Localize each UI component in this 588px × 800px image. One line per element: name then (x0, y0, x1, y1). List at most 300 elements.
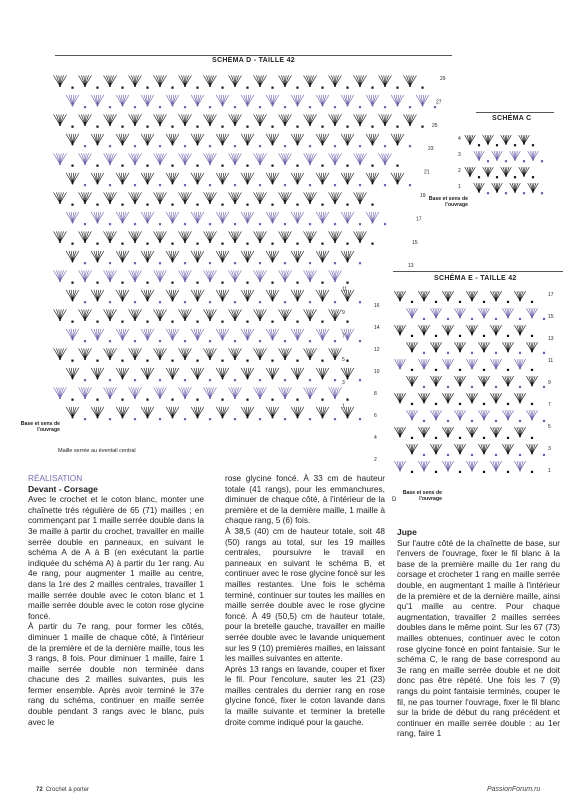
fan-base (72, 144, 74, 146)
stitch-square (321, 321, 323, 323)
stitch-square (371, 126, 373, 128)
stitch-square (359, 145, 361, 147)
fan-base (531, 453, 533, 455)
stitch-square (209, 301, 211, 303)
stitch-square (531, 403, 533, 405)
schema-c-chart (456, 128, 556, 220)
fan-base (359, 241, 361, 243)
fan-base (84, 358, 86, 360)
stitch-square (259, 145, 261, 147)
fan-base (483, 317, 485, 319)
stitch-square (84, 106, 86, 108)
fan-base (147, 300, 149, 302)
stitch-square (309, 223, 311, 225)
fan-base (347, 378, 349, 380)
fan-base (84, 397, 86, 399)
fan-base (247, 300, 249, 302)
stitch-square (84, 301, 86, 303)
row-number: 13 (408, 263, 414, 270)
fan-base (72, 222, 74, 224)
stitch-square (495, 318, 497, 320)
fan-base (97, 339, 99, 341)
fan-base (272, 339, 274, 341)
fan-base (309, 358, 311, 360)
stitch-square (121, 165, 123, 167)
fan-base (84, 163, 86, 165)
stitch-square (359, 262, 361, 264)
fan-base (97, 417, 99, 419)
stitch-square (346, 282, 348, 284)
fan-base (411, 317, 413, 319)
fan-base (507, 317, 509, 319)
stitch-square (371, 165, 373, 167)
stitch-square (146, 243, 148, 245)
stitch-square (159, 340, 161, 342)
stitch-square (171, 126, 173, 128)
stitch-square (435, 301, 437, 303)
fan-base (347, 339, 349, 341)
row-number: 3 (548, 446, 551, 452)
fan-base (309, 280, 311, 282)
stitch-square (359, 340, 361, 342)
fan-base (197, 417, 199, 419)
stitch-square (478, 176, 480, 178)
stitch-square (159, 223, 161, 225)
fan-base (59, 85, 61, 87)
stitch-square (321, 126, 323, 128)
stitch-square (541, 160, 543, 162)
fan-base (197, 222, 199, 224)
fan-base (334, 358, 336, 360)
fan-base (359, 202, 361, 204)
fan-base (309, 397, 311, 399)
fan-base (359, 163, 361, 165)
schema-e-chart (370, 286, 560, 496)
fan-base (134, 241, 136, 243)
fan-base (347, 222, 349, 224)
stitch-square (421, 126, 423, 128)
row-number: 4 (458, 136, 461, 142)
stitch-square (284, 184, 286, 186)
stitch-square (246, 399, 248, 401)
stitch-square (531, 437, 533, 439)
fan-base (247, 417, 249, 419)
stitch-square (71, 243, 73, 245)
fan-base (372, 105, 374, 107)
fan-base (209, 358, 211, 360)
paragraph: Avec le crochet et le coton blanc, monter une chaînette très régulière de 65 (71) mailles ; en commençant par 1 maille serrée double dans la 3e maille à partir du crochet, travailler en maille serrée double en panneaux, en suivant le schéma A de A à B (en exécutant la partie indiquée du schéma A) à partir du 1er rang. Au 4e rang, pour augmenter 1 maille au centre, dans la 1re des 2 mailles centrales, travailler 1 maille serrée double avec le coton blanc et 1 maille serrée double avec le coton rose glycine foncé. (28, 494, 204, 621)
row-number: 1 (548, 468, 551, 474)
stitch-square (146, 399, 148, 401)
stitch-square (346, 126, 348, 128)
stitch-square (259, 340, 261, 342)
stitch-square (246, 243, 248, 245)
stitch-square (359, 184, 361, 186)
stitch-square (121, 399, 123, 401)
fan-base (284, 397, 286, 399)
fan-base (159, 358, 161, 360)
stitch-square (309, 340, 311, 342)
fan-base (72, 339, 74, 341)
stitch-square (159, 184, 161, 186)
fan-base (272, 300, 274, 302)
fan-base (172, 417, 174, 419)
stitch-square (421, 87, 423, 89)
stitch-square (296, 87, 298, 89)
stitch-square (221, 87, 223, 89)
fan-base (234, 124, 236, 126)
fan-base (209, 124, 211, 126)
fan-base (532, 159, 534, 161)
fan-base (222, 339, 224, 341)
stitch-square (234, 418, 236, 420)
stitch-square (514, 144, 516, 146)
stitch-square (296, 243, 298, 245)
fan-base (97, 300, 99, 302)
fan-base (496, 191, 498, 193)
stitch-square (435, 403, 437, 405)
fan-base (259, 163, 261, 165)
fan-base (399, 368, 401, 370)
fan-base (297, 300, 299, 302)
fan-base (397, 144, 399, 146)
schema-e-rule (393, 271, 563, 272)
stitch-square (271, 321, 273, 323)
fan-base (109, 202, 111, 204)
stitch-square (271, 165, 273, 167)
fan-base (347, 105, 349, 107)
fan-base (109, 124, 111, 126)
stitch-square (259, 301, 261, 303)
fan-base (423, 300, 425, 302)
stitch-square (134, 262, 136, 264)
stitch-square (483, 335, 485, 337)
stitch-square (411, 335, 413, 337)
stitch-square (221, 204, 223, 206)
stitch-square (459, 335, 461, 337)
stitch-square (346, 399, 348, 401)
fan-base (209, 280, 211, 282)
fan-base (507, 385, 509, 387)
stitch-square (309, 301, 311, 303)
row-number: 17 (416, 216, 422, 223)
fan-base (459, 419, 461, 421)
stitch-square (146, 87, 148, 89)
row-number: 3 (458, 152, 461, 158)
stitch-square (196, 243, 198, 245)
stitch-square (84, 184, 86, 186)
fan-base (495, 436, 497, 438)
stitch-square (409, 184, 411, 186)
fan-base (184, 85, 186, 87)
row-number: 12 (374, 347, 380, 353)
fan-base (109, 319, 111, 321)
stitch-square (296, 321, 298, 323)
stitch-square (284, 340, 286, 342)
row-number: 9 (342, 310, 345, 316)
fan-base (259, 358, 261, 360)
stitch-square (334, 223, 336, 225)
fan-base (483, 453, 485, 455)
fan-base (222, 105, 224, 107)
fan-base (184, 319, 186, 321)
fan-base (495, 368, 497, 370)
site-watermark: PassionForum.ru (487, 786, 541, 793)
stitch-square (505, 192, 507, 194)
stitch-square (371, 204, 373, 206)
fan-base (184, 124, 186, 126)
stitch-square (96, 321, 98, 323)
fan-base (159, 85, 161, 87)
stitch-square (246, 126, 248, 128)
stitch-square (109, 262, 111, 264)
fan-base (259, 280, 261, 282)
stitch-square (284, 223, 286, 225)
text-column-3 (397, 527, 560, 739)
stitch-square (346, 321, 348, 323)
fan-base (309, 202, 311, 204)
stitch-square (447, 454, 449, 456)
fan-base (495, 334, 497, 336)
text-column-1 (28, 473, 204, 727)
stitch-square (234, 223, 236, 225)
stitch-square (471, 352, 473, 354)
stitch-square (447, 352, 449, 354)
fan-base (459, 351, 461, 353)
stitch-square (196, 204, 198, 206)
stitch-square (411, 471, 413, 473)
fan-base (197, 300, 199, 302)
fan-base (523, 175, 525, 177)
fan-base (309, 319, 311, 321)
fan-base (209, 85, 211, 87)
stitch-square (134, 418, 136, 420)
fan-base (197, 339, 199, 341)
fan-base (97, 105, 99, 107)
fan-base (84, 319, 86, 321)
stitch-square (459, 437, 461, 439)
fan-base (384, 124, 386, 126)
stitch-square (507, 403, 509, 405)
stitch-square (423, 454, 425, 456)
fan-base (259, 85, 261, 87)
fan-base (399, 470, 401, 472)
fan-base (447, 334, 449, 336)
stitch-square (184, 418, 186, 420)
stitch-square (423, 352, 425, 354)
stitch-square (284, 379, 286, 381)
stitch-square (96, 165, 98, 167)
fan-base (159, 319, 161, 321)
schema-c-rule (476, 112, 554, 113)
fan-base (399, 402, 401, 404)
row-number: 29 (440, 76, 446, 82)
row-number: 15 (548, 314, 554, 320)
stitch-square (411, 437, 413, 439)
jupe-heading: Jupe (397, 527, 417, 537)
stitch-square (321, 87, 323, 89)
stitch-square (321, 360, 323, 362)
row-number: 9 (548, 380, 551, 386)
fan-base (447, 402, 449, 404)
fan-base (197, 261, 199, 263)
fan-base (459, 317, 461, 319)
stitch-square (121, 282, 123, 284)
stitch-square (271, 282, 273, 284)
fan-base (322, 378, 324, 380)
stitch-square (109, 418, 111, 420)
fan-base (134, 85, 136, 87)
fan-base (159, 397, 161, 399)
fan-base (309, 241, 311, 243)
fan-base (134, 163, 136, 165)
row-number: 2 (374, 457, 377, 463)
fan-base (259, 319, 261, 321)
fan-base (159, 163, 161, 165)
stitch-square (121, 204, 123, 206)
stitch-square (505, 160, 507, 162)
fan-base (459, 385, 461, 387)
stitch-square (507, 335, 509, 337)
stitch-square (159, 418, 161, 420)
stitch-square (423, 386, 425, 388)
stitch-square (246, 87, 248, 89)
fan-base (507, 419, 509, 421)
fan-base (209, 397, 211, 399)
stitch-square (209, 184, 211, 186)
stitch-square (84, 223, 86, 225)
stitch-square (384, 184, 386, 186)
stitch-square (134, 301, 136, 303)
fan-base (399, 334, 401, 336)
stitch-square (459, 301, 461, 303)
fan-base (259, 124, 261, 126)
stitch-square (271, 360, 273, 362)
stitch-square (409, 145, 411, 147)
stitch-square (184, 184, 186, 186)
stitch-square (495, 454, 497, 456)
fan-base (309, 124, 311, 126)
fan-base (372, 183, 374, 185)
stitch-square (471, 318, 473, 320)
stitch-square (447, 420, 449, 422)
fan-base (322, 183, 324, 185)
stitch-square (447, 386, 449, 388)
row-number: 11 (342, 286, 348, 293)
stitch-square (514, 176, 516, 178)
stitch-square (96, 360, 98, 362)
stitch-square (196, 126, 198, 128)
stitch-square (487, 192, 489, 194)
fan-base (184, 202, 186, 204)
fan-base (297, 378, 299, 380)
stitch-square (196, 165, 198, 167)
fan-base (322, 222, 324, 224)
fan-base (423, 402, 425, 404)
fan-base (447, 470, 449, 472)
fan-base (372, 144, 374, 146)
fan-base (222, 261, 224, 263)
row-number: 5 (342, 356, 345, 363)
fan-base (435, 351, 437, 353)
stitch-square (459, 471, 461, 473)
fan-base (147, 261, 149, 263)
stitch-square (543, 318, 545, 320)
fan-base (507, 453, 509, 455)
stitch-square (246, 204, 248, 206)
stitch-square (84, 262, 86, 264)
stitch-square (531, 335, 533, 337)
stitch-square (459, 403, 461, 405)
stitch-square (184, 340, 186, 342)
stitch-square (496, 144, 498, 146)
fan-base (384, 163, 386, 165)
fan-base (122, 105, 124, 107)
fan-base (483, 385, 485, 387)
fan-base (309, 163, 311, 165)
fan-base (297, 144, 299, 146)
fan-base (72, 105, 74, 107)
fan-base (159, 280, 161, 282)
fan-base (531, 317, 533, 319)
fan-base (272, 417, 274, 419)
fan-base (184, 163, 186, 165)
stitch-square (209, 262, 211, 264)
fan-base (409, 124, 411, 126)
stitch-square (184, 145, 186, 147)
stitch-square (121, 360, 123, 362)
stitch-square (487, 160, 489, 162)
stitch-square (507, 471, 509, 473)
stitch-square (346, 243, 348, 245)
fan-base (334, 241, 336, 243)
fan-base (159, 202, 161, 204)
stitch-square (271, 87, 273, 89)
stitch-square (171, 399, 173, 401)
fan-base (122, 378, 124, 380)
fan-base (495, 402, 497, 404)
stitch-square (221, 399, 223, 401)
fan-base (384, 85, 386, 87)
fan-base (172, 261, 174, 263)
fan-base (322, 300, 324, 302)
schema-e-d-label: D (392, 497, 397, 503)
fan-base (72, 183, 74, 185)
stitch-square (221, 282, 223, 284)
fan-base (159, 124, 161, 126)
stitch-square (495, 352, 497, 354)
fan-base (184, 358, 186, 360)
row-number: 1 (458, 184, 461, 190)
stitch-square (495, 386, 497, 388)
stitch-square (483, 437, 485, 439)
stitch-square (71, 165, 73, 167)
stitch-square (196, 360, 198, 362)
fan-base (272, 261, 274, 263)
fan-base (422, 105, 424, 107)
stitch-square (234, 106, 236, 108)
stitch-square (411, 301, 413, 303)
fan-base (423, 368, 425, 370)
fan-base (147, 222, 149, 224)
fan-base (487, 175, 489, 177)
row-number: 11 (548, 358, 554, 364)
fan-base (222, 183, 224, 185)
stitch-square (523, 160, 525, 162)
stitch-square (435, 471, 437, 473)
fan-base (334, 280, 336, 282)
stitch-square (109, 340, 111, 342)
